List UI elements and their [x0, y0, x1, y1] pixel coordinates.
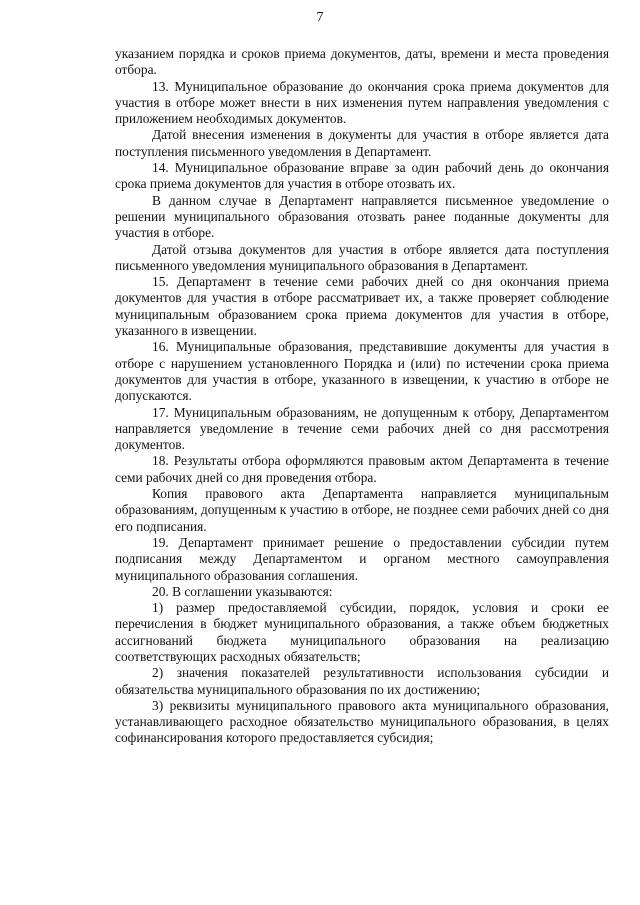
paragraph-20-item-3: 3) реквизиты муниципального правового акта муниципального образования, устанавливающего расходное обязательство муниципального образования, в целях софинансирования которого предоставляется субсидия;: [115, 697, 609, 746]
paragraph-14: 14. Муниципальное образование вправе за один рабочий день до окончания срока приема документов для участия в отборе отозвать их.: [115, 160, 609, 192]
paragraph-15: 15. Департамент в течение семи рабочих дней со дня окончания приема документов для участия в отборе рассматривает их, а также проверяет соблюдение муниципальным образованием срока приема документов для участия в отборе, указанного в извещении.: [115, 274, 609, 339]
document-body: [115, 46, 609, 747]
paragraph-18: 18. Результаты отбора оформляются правовым актом Департамента в течение семи рабочих дней со дня проведения отбора.: [115, 453, 609, 485]
page-number: 7: [316, 10, 324, 25]
paragraph-19: 19. Департамент принимает решение о предоставлении субсидии путем подписания между Департаментом и органом местного самоуправления муниципального образования соглашения.: [115, 534, 609, 583]
paragraph-20: 20. В соглашении указываются:: [152, 583, 333, 599]
paragraph-18-copy: Копия правового акта Департамента направляется муниципальным образованиям, допущенным к участию в отборе, не позднее семи рабочих дней со дня его подписания.: [115, 486, 609, 534]
paragraph-17: 17. Муниципальным образованиям, не допущенным к отбору, Департаментом направляется уведомление в течение семи рабочих дней со дня рассмотрения документов.: [115, 404, 609, 453]
paragraph-13: 13. Муниципальное образование до окончания срока приема документов для участия в отборе может внести в них изменения путем направления уведомления с приложением необходимых документов.: [115, 78, 609, 127]
paragraph-20-item-1: 1) размер предоставляемой субсидии, порядок, условия и сроки ее перечисления в бюджет муниципального образования, а также объем бюджетных ассигнований бюджета муниципального образования на реализацию соответствующих расходных обязательств;: [115, 600, 609, 664]
paragraph-continuation: указанием порядка и сроков приема документов, даты, времени и места проведения отбора.: [115, 46, 609, 78]
paragraph-13-date: Датой внесения изменения в документы для участия в отборе является дата поступления письменного уведомления в Департамент.: [115, 127, 609, 159]
paragraph-14-notice: В данном случае в Департамент направляется письменное уведомление о решении муниципального образования отозвать ранее поданные документы для участия в отборе.: [115, 192, 609, 241]
paragraph-16: 16. Муниципальные образования, представившие документы для участия в отборе с нарушением установленного Порядка и (или) по истечении срока приема документов для участия в отборе, указанного в извещении, к участию в отборе не допускаются.: [115, 339, 609, 404]
paragraph-14-date: Датой отзыва документов для участия в отборе является дата поступления письменного уведомления муниципального образования в Департамент.: [115, 241, 609, 273]
paragraph-20-item-2: 2) значения показателей результативности использования субсидии и обязательства муниципального образования по их достижению;: [115, 665, 609, 697]
